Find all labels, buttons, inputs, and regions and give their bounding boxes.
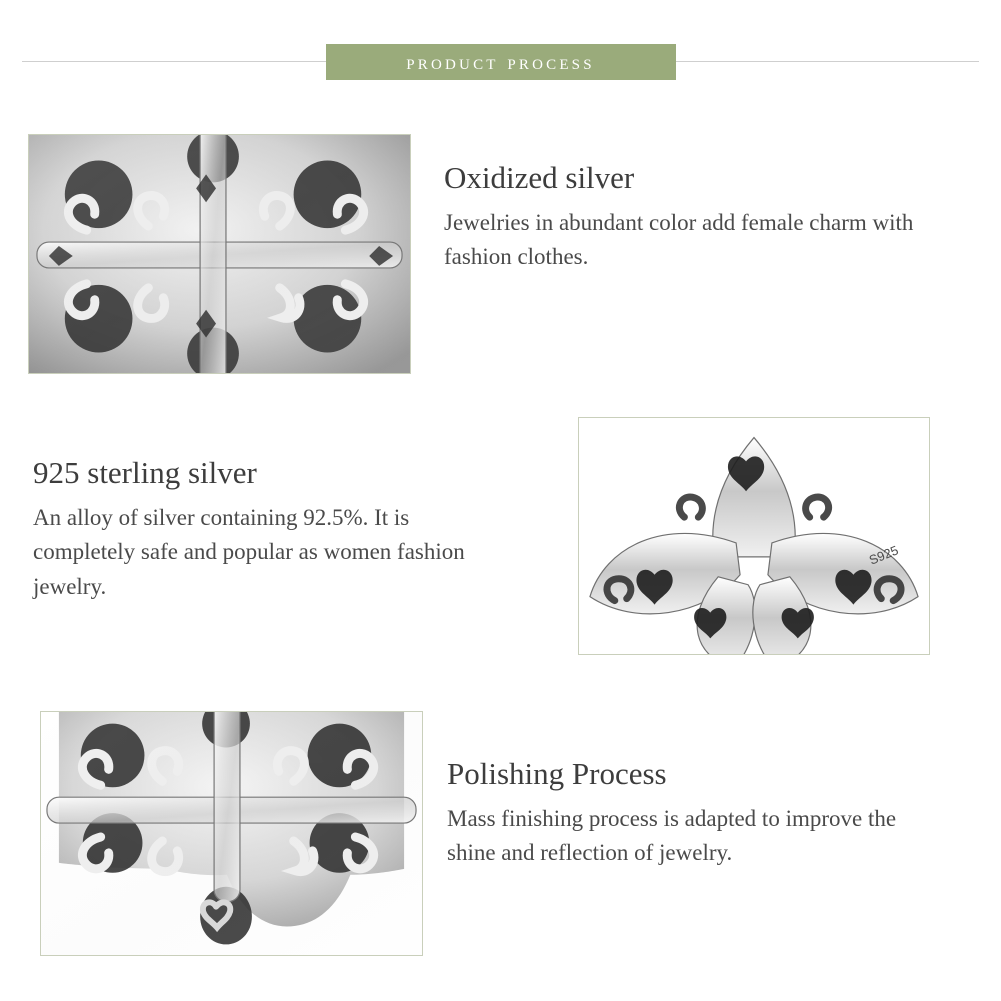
oxidized-silver-charm-photo <box>28 134 411 374</box>
section-title-sterling-silver: 925 sterling silver <box>33 455 257 490</box>
sterling-silver-charm-photo <box>578 417 930 655</box>
charm-closeup-illustration <box>29 135 410 373</box>
polishing-process-text <box>447 756 917 871</box>
section-body-oxidized-silver: Jewelries in abundant color add female charm with fashion clothes. <box>444 209 914 270</box>
sterling-silver-text <box>33 455 503 604</box>
oxidized-silver-text <box>444 160 944 275</box>
charm-angle-illustration <box>579 418 929 654</box>
page-header <box>0 44 1001 80</box>
section-body-polishing-process: Mass finishing process is adapted to improve the shine and reflection of jewelry. <box>447 805 897 866</box>
section-title-oxidized-silver: Oxidized silver <box>444 160 635 195</box>
silver-stamp-text: S925 <box>866 542 901 568</box>
section-body-sterling-silver: An alloy of silver containing 92.5%. It is completely safe and popular as women fashion jewelry. <box>33 504 465 599</box>
polishing-process-charm-photo <box>40 711 423 956</box>
section-title-polishing-process: Polishing Process <box>447 756 667 791</box>
charm-polished-illustration <box>41 712 422 955</box>
page-title: product process <box>326 44 676 80</box>
